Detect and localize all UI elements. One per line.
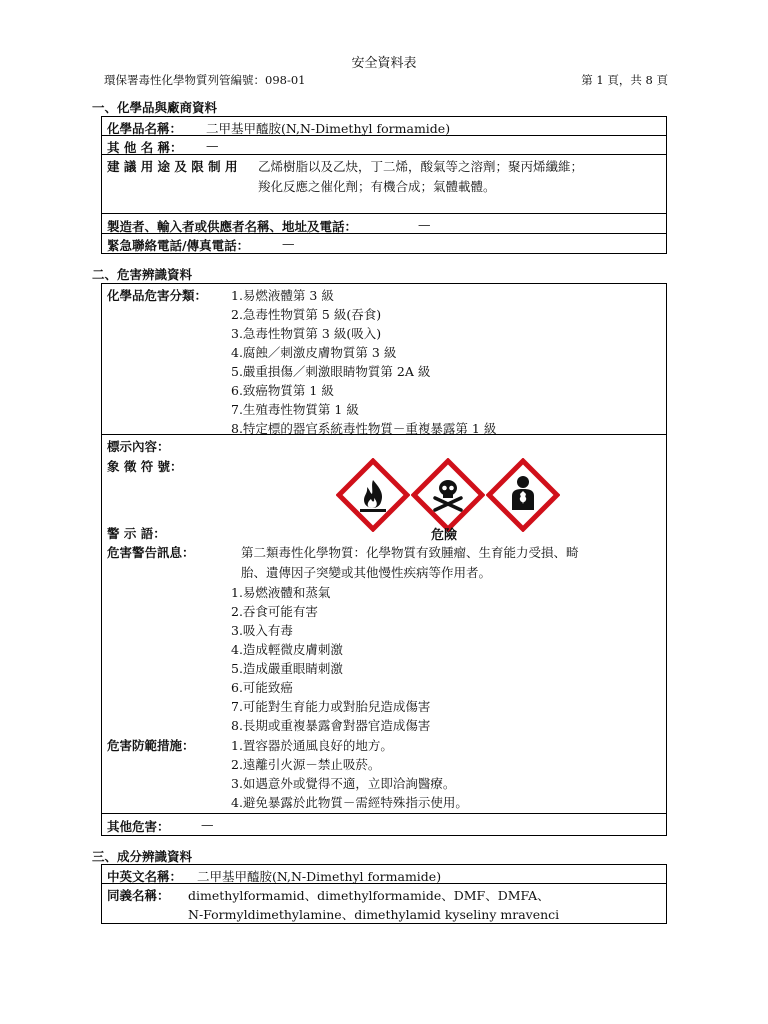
use-line-2: 羧化反應之催化劑；有機合成；氣體載體。 (258, 179, 496, 194)
label-content-label: 標示內容： (107, 439, 170, 454)
hazard-statements-label: 危害警告訊息： (107, 545, 195, 560)
classification-label: 化學品危害分類： (107, 288, 208, 303)
section1-table (101, 116, 667, 254)
health-hazard-icon (486, 458, 560, 532)
classification-item-1: 1.易燃液體第 3 級 (231, 288, 334, 303)
hazard-intro-line-2: 胎、遺傳因子突變或其他慢性疾病等作用者。 (241, 565, 492, 580)
skull-crossbones-icon (411, 458, 485, 532)
flame-icon (336, 458, 410, 532)
section3-table (101, 864, 667, 924)
emergency-label: 緊急聯絡電話/傳真電話： (107, 238, 250, 253)
synonym-line-2: N-Formyldimethylamine、dimethylamid kyseliny mravenci (188, 907, 560, 922)
page-info: 第 1 頁，共 8 頁 (581, 73, 668, 87)
hazard-statement-4: 4.造成輕微皮膚刺激 (231, 642, 343, 657)
precaution-item-2: 2.遠離引火源－禁止吸菸。 (231, 757, 381, 772)
hazard-statement-8: 8.長期或重複暴露會對器官造成傷害 (231, 718, 431, 733)
section2-table (101, 283, 667, 836)
cn-en-name-label: 中英文名稱： (107, 869, 183, 884)
chem-name-row (102, 117, 666, 136)
manufacturer-label: 製造者、輸入者或供應者名稱、地址及電話： (107, 219, 358, 234)
signal-word-label: 警 示 語： (107, 526, 166, 541)
hazard-statement-2: 2.吞食可能有害 (231, 604, 318, 619)
other-names-value: — (206, 138, 219, 153)
other-hazard-value: — (201, 817, 214, 832)
control-number: 環保署毒性化學物質列管編號：098-01 (104, 73, 306, 87)
chem-name-value: 二甲基甲醯胺(N,N-Dimethyl formamide) (206, 121, 451, 136)
classification-row (102, 284, 666, 435)
use-line-1: 乙烯樹脂以及乙炔，丁二烯，酸氣等之溶劑；聚丙烯纖維； (258, 159, 584, 174)
use-label: 建 議 用 途 及 限 制 用 (107, 159, 238, 174)
precaution-item-4: 4.避免暴露於此物質－需經特殊指示使用。 (231, 795, 468, 810)
hazard-intro-line-1: 第二類毒性化學物質：化學物質有致腫瘤、生育能力受損、畸 (241, 545, 579, 560)
hazard-statement-5: 5.造成嚴重眼睛刺激 (231, 661, 343, 676)
emergency-value: — (282, 236, 295, 251)
hazard-statement-7: 7.可能對生育能力或對胎兒造成傷害 (231, 699, 431, 714)
symbol-label: 象 徵 符 號： (107, 459, 183, 474)
section2-heading: 二、危害辨識資料 (92, 267, 193, 282)
cn-en-name-value: 二甲基甲醯胺(N,N-Dimethyl formamide) (197, 869, 442, 884)
other-names-row (102, 136, 666, 155)
use-row (102, 155, 666, 214)
precaution-item-3: 3.如遇意外或覺得不適，立即洽詢醫療。 (231, 776, 456, 791)
hazard-statement-1: 1.易燃液體和蒸氣 (231, 585, 331, 600)
precaution-label: 危害防範措施： (107, 738, 195, 753)
synonym-label: 同義名稱： (107, 888, 170, 903)
classification-item-6: 6.致癌物質第 1 級 (231, 383, 334, 398)
other-hazard-label: 其他危害： (107, 819, 170, 834)
synonym-row (102, 884, 666, 923)
other-names-label: 其 他 名 稱： (107, 140, 183, 155)
section1-heading: 一、化學品與廠商資料 (92, 100, 218, 115)
document-title: 安全資料表 (351, 56, 417, 71)
classification-item-4: 4.腐蝕／刺激皮膚物質第 3 級 (231, 345, 397, 360)
chem-name-label: 化學品名稱： (107, 121, 183, 136)
classification-item-2: 2.急毒性物質第 5 級(吞食) (231, 307, 382, 322)
classification-item-7: 7.生殖毒性物質第 1 級 (231, 402, 359, 417)
section3-heading: 三、成分辨識資料 (92, 849, 193, 864)
hazard-statement-3: 3.吸入有毒 (231, 623, 293, 638)
precaution-item-1: 1.置容器於通風良好的地方。 (231, 738, 393, 753)
hazard-statement-6: 6.可能致癌 (231, 680, 293, 695)
synonym-line-1: dimethylformamid、dimethylformamide、DMF、DMFA、 (188, 888, 550, 903)
signal-word: 危險 (431, 528, 458, 543)
classification-item-3: 3.急毒性物質第 3 級(吸入) (231, 326, 382, 341)
classification-item-5: 5.嚴重損傷／刺激眼睛物質第 2A 級 (231, 364, 431, 379)
manufacturer-row (102, 214, 666, 234)
classification-item-8: 8.特定標的器官系統毒性物質－重複暴露第 1 級 (231, 421, 497, 436)
manufacturer-value: — (418, 217, 431, 232)
cn-en-name-row (102, 865, 666, 884)
emergency-row (102, 234, 666, 253)
label-content-row (102, 435, 666, 814)
other-hazard-row (102, 814, 666, 835)
